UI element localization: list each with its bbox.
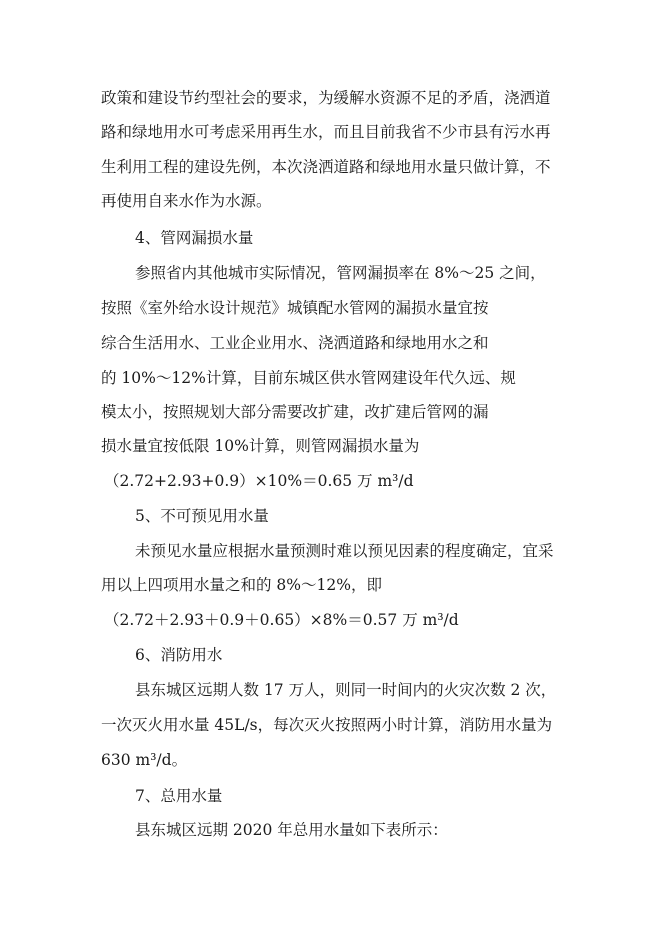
paragraph-line: 一次灭火用水量 45L/s，每次灭火按照两小时计算，消防用水量为 [101, 716, 553, 734]
section-heading: 6、消防用水 [135, 646, 223, 664]
paragraph-line: 政策和建设节约型社会的要求，为缓解水资源不足的矛盾，浇洒道 [101, 89, 551, 107]
paragraph-line: 模太小，按照规划大部分需要改扩建，改扩建后管网的漏 [101, 403, 489, 421]
paragraph-line: 的 10%～12%计算，目前东城区供水管网建设年代久远、规 [101, 369, 516, 387]
paragraph-line: 630 m³/d。 [101, 751, 188, 769]
section-heading: 5、不可预见用水量 [135, 507, 269, 525]
paragraph-line: 生利用工程的建设先例，本次浇洒道路和绿地用水量只做计算，不 [101, 158, 551, 176]
paragraph-line: 县东城区远期 2020 年总用水量如下表所示： [135, 821, 448, 839]
section-heading: 7、总用水量 [135, 787, 223, 805]
paragraph-line: 县东城区远期人数 17 万人，则同一时间内的火灾次数 2 次， [135, 681, 557, 699]
paragraph-line: 参照省内其他城市实际情况，管网漏损率在 8%～25 之间， [135, 264, 546, 282]
paragraph-line: 未预见水量应根据水量预测时难以预见因素的程度确定，宜采 [135, 542, 554, 560]
paragraph-line: 用以上四项用水量之和的 8%～12%，即 [101, 576, 382, 594]
paragraph-line: 综合生活用水、工业企业用水、浇洒道路和绿地用水之和 [101, 334, 489, 352]
formula-line: （2.72+2.93+0.9）×10%＝0.65 万 m³/d [104, 472, 414, 490]
section-heading: 4、管网漏损水量 [135, 229, 254, 247]
formula-line: （2.72＋2.93＋0.9＋0.65）×8%＝0.57 万 m³/d [104, 611, 459, 629]
paragraph-line: 损水量宜按低限 10%计算，则管网漏损水量为 [101, 437, 420, 455]
paragraph-line: 再使用自来水作为水源。 [101, 192, 272, 210]
paragraph-line: 路和绿地用水可考虑采用再生水，而且目前我省不少市县有污水再 [101, 123, 551, 141]
paragraph-line: 按照《室外给水设计规范》城镇配水管网的漏损水量宜按 [101, 299, 489, 317]
